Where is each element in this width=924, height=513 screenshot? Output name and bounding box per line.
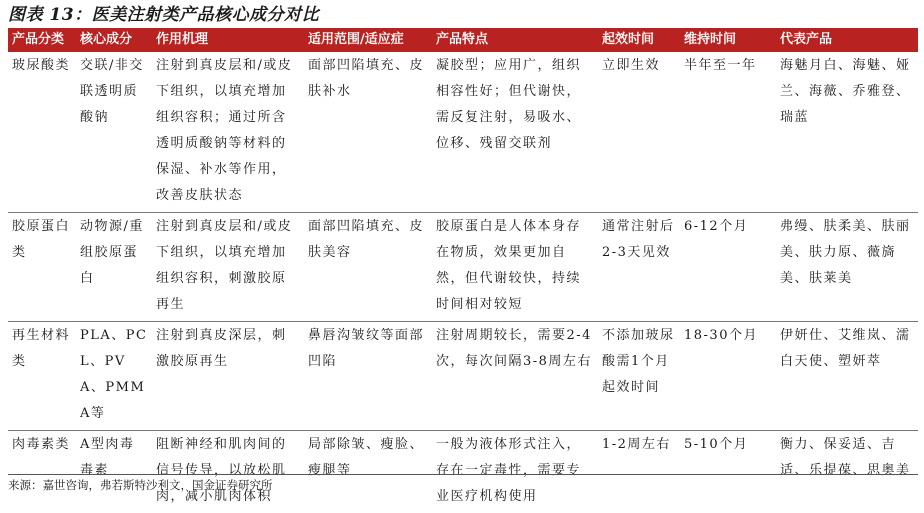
cell-mechanism: 注射到真皮深层，刺激胶原再生 [152,322,304,431]
figure-title: 图表 13：医美注射类产品核心成分对比 [8,2,319,28]
col-header-features: 产品特点 [432,28,598,52]
cell-products: 衡力、保妥适、吉适、乐提葆、思奥美 [776,431,918,513]
cell-onset: 立即生效 [598,52,680,213]
cell-features: 注射周期较长，需要2-4次，每次间隔3-8周左右 [432,322,598,431]
col-header-duration: 维持时间 [680,28,776,52]
cell-duration: 6-12个月 [680,213,776,322]
comparison-table [8,28,918,513]
col-header-indication: 适用范围/适应症 [304,28,432,52]
cell-onset: 通常注射后2-3天见效 [598,213,680,322]
table-row [8,52,918,213]
cell-ingredient: PLA、PCL、PVA、PMMA等 [76,322,152,431]
cell-products: 伊妍仕、艾维岚、濡白天使、塑妍萃 [776,322,918,431]
cell-mechanism: 注射到真皮层和/或皮下组织，以填充增加组织容积，刺激胶原再生 [152,213,304,322]
cell-mechanism: 注射到真皮层和/或皮下组织，以填充增加组织容积；通过所含透明质酸钠等材料的保湿、补水等作用，改善皮肤状态 [152,52,304,213]
cell-category: 肉毒素类 [8,431,76,513]
cell-ingredient: 交联/非交联透明质酸钠 [76,52,152,213]
cell-duration: 5-10个月 [680,431,776,513]
cell-indication: 鼻唇沟皱纹等面部凹陷 [304,322,432,431]
table-header-row [8,28,918,52]
cell-indication: 局部除皱、瘦脸、瘦腿等 [304,431,432,513]
cell-ingredient: 动物源/重组胶原蛋白 [76,213,152,322]
col-header-ingredient: 核心成分 [76,28,152,52]
cell-duration: 半年至一年 [680,52,776,213]
cell-onset: 不添加玻尿酸需1个月起效时间 [598,322,680,431]
col-header-category: 产品分类 [8,28,76,52]
cell-duration: 18-30个月 [680,322,776,431]
cell-category: 玻尿酸类 [8,52,76,213]
cell-features: 凝胶型；应用广，组织相容性好；但代谢快，需反复注射，易吸水、位移、残留交联剂 [432,52,598,213]
table-row [8,213,918,322]
cell-features: 胶原蛋白是人体本身存在物质，效果更加自然，但代谢较快，持续时间相对较短 [432,213,598,322]
table-row [8,431,918,513]
cell-products: 弗缦、肤柔美、肤丽美、肤力原、薇旖美、肤莱美 [776,213,918,322]
cell-features: 一般为液体形式注入，存在一定毒性，需要专业医疗机构使用 [432,431,598,513]
cell-indication: 面部凹陷填充、皮肤美容 [304,213,432,322]
source-note: 来源：嘉世咨询，弗若斯特沙利文，国金证券研究所 [8,474,918,495]
cell-ingredient: A型肉毒毒素 [76,431,152,513]
cell-mechanism: 阻断神经和肌肉间的信号传导，以放松肌肉，减小肌肉体积 [152,431,304,513]
col-header-onset: 起效时间 [598,28,680,52]
cell-indication: 面部凹陷填充、皮肤补水 [304,52,432,213]
col-header-products: 代表产品 [776,28,918,52]
cell-products: 海魅月白、海魅、娅兰、海薇、乔雅登、瑞蓝 [776,52,918,213]
cell-onset: 1-2周左右 [598,431,680,513]
col-header-mechanism: 作用机理 [152,28,304,52]
cell-category: 再生材料类 [8,322,76,431]
cell-category: 胶原蛋白类 [8,213,76,322]
table-row [8,322,918,431]
